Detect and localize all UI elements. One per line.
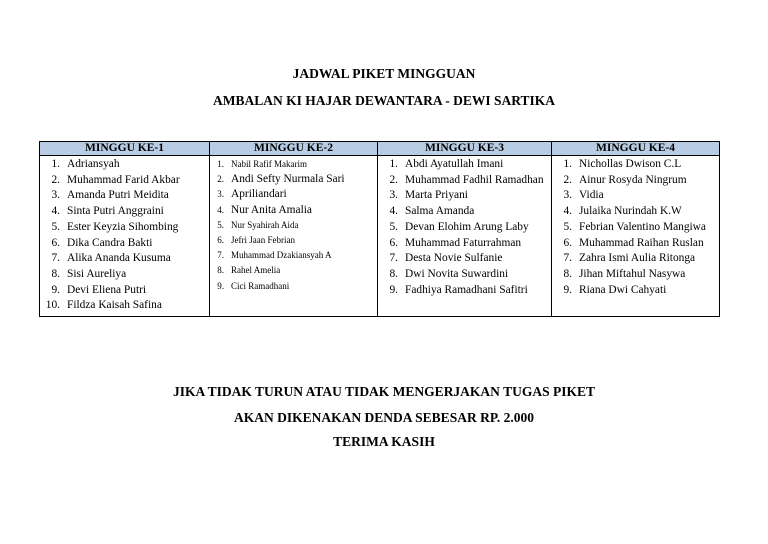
item-number: 4. bbox=[51, 205, 60, 218]
member-name: Cici Ramadhani bbox=[231, 280, 290, 291]
week-2-list bbox=[210, 157, 377, 294]
member-name: Apriliandari bbox=[231, 188, 287, 201]
member-name: Nichollas Dwison C.L bbox=[579, 158, 682, 170]
list-item bbox=[378, 157, 551, 173]
item-number: 8. bbox=[217, 265, 224, 276]
member-name: Devi Eliena Putri bbox=[67, 283, 147, 296]
member-name: Julaika Nurindah K.W bbox=[579, 205, 682, 218]
list-item bbox=[210, 172, 377, 187]
item-number: 9. bbox=[389, 283, 398, 296]
member-name: Nur Anita Amalia bbox=[231, 203, 312, 216]
member-name: Rahel Amelia bbox=[231, 265, 281, 276]
member-name: Muhammad Dzakiansyah A bbox=[231, 250, 332, 261]
member-name: Abdi Ayatullah Imani bbox=[405, 158, 504, 170]
item-number: 9. bbox=[217, 280, 224, 291]
schedule-header-row bbox=[40, 142, 720, 156]
member-name: Dika Candra Bakti bbox=[67, 236, 153, 249]
list-item bbox=[552, 173, 719, 189]
item-number: 5. bbox=[563, 220, 572, 233]
notice-line-1: JIKA TIDAK TURUN ATAU TIDAK MENGERJAKAN TUGAS PIKET bbox=[173, 384, 595, 399]
item-number: 4. bbox=[563, 205, 572, 218]
schedule-body-row bbox=[40, 156, 720, 317]
member-name: Muhammad Fadhil Ramadhan bbox=[405, 173, 544, 186]
list-item bbox=[552, 236, 719, 252]
item-number: 6. bbox=[51, 236, 60, 249]
list-item bbox=[378, 204, 551, 220]
list-item bbox=[552, 251, 719, 267]
list-item bbox=[210, 203, 377, 218]
member-name: Ester Keyzia Sihombing bbox=[67, 220, 179, 233]
item-number: 5. bbox=[389, 220, 398, 233]
list-item bbox=[378, 173, 551, 189]
list-item bbox=[378, 251, 551, 267]
item-number: 7. bbox=[51, 252, 60, 265]
member-name: Nabil Rafif Makarim bbox=[231, 159, 307, 169]
item-number: 3. bbox=[389, 189, 398, 202]
list-item bbox=[210, 218, 377, 233]
item-number: 5. bbox=[51, 220, 60, 233]
member-name: Vidia bbox=[579, 189, 604, 202]
item-number: 7. bbox=[563, 252, 572, 265]
member-name: Fildza Kaisah Safina bbox=[67, 299, 162, 312]
list-item bbox=[40, 298, 209, 314]
list-item bbox=[552, 220, 719, 236]
item-number: 4. bbox=[389, 205, 398, 218]
member-name: Riana Dwi Cahyati bbox=[579, 283, 667, 296]
list-item bbox=[378, 236, 551, 252]
member-name: Adriansyah bbox=[67, 158, 120, 170]
list-item bbox=[40, 283, 209, 299]
list-item bbox=[40, 204, 209, 220]
member-name: Ainur Rosyda Ningrum bbox=[579, 173, 687, 186]
item-number: 2. bbox=[389, 173, 398, 186]
member-name: Dwi Novita Suwardini bbox=[405, 267, 509, 280]
list-item bbox=[40, 251, 209, 267]
week-1-cell bbox=[40, 156, 210, 317]
list-item bbox=[552, 204, 719, 220]
list-item bbox=[210, 233, 377, 248]
list-item bbox=[210, 248, 377, 263]
list-item bbox=[40, 173, 209, 189]
member-name: Sinta Putri Anggraini bbox=[67, 205, 164, 218]
item-number: 3. bbox=[217, 189, 224, 200]
member-name: Devan Elohim Arung Laby bbox=[405, 220, 529, 233]
column-header-week-2: MINGGU KE-2 bbox=[210, 142, 378, 156]
list-item bbox=[378, 267, 551, 283]
member-name: Nur Syahirah Aida bbox=[231, 219, 299, 230]
list-item bbox=[378, 283, 551, 299]
week-3-list bbox=[378, 157, 551, 298]
item-number: 8. bbox=[51, 267, 60, 280]
item-number: 1. bbox=[51, 158, 60, 170]
week-4-list bbox=[552, 157, 719, 298]
item-number: 2. bbox=[217, 174, 224, 185]
member-name: Amanda Putri Meidita bbox=[67, 189, 169, 202]
list-item bbox=[210, 263, 377, 278]
member-name: Febrian Valentino Mangiwa bbox=[579, 220, 706, 233]
member-name: Fadhiya Ramadhani Safitri bbox=[405, 283, 528, 296]
member-name: Muhammad Raihan Ruslan bbox=[579, 236, 704, 249]
list-item bbox=[552, 283, 719, 299]
list-item bbox=[552, 188, 719, 204]
item-number: 1. bbox=[389, 158, 398, 170]
week-1-list bbox=[40, 157, 209, 314]
week-3-cell bbox=[378, 156, 552, 317]
item-number: 3. bbox=[51, 189, 60, 202]
item-number: 4. bbox=[217, 204, 224, 215]
column-header-week-1: MINGGU KE-1 bbox=[40, 142, 210, 156]
list-item bbox=[40, 236, 209, 252]
item-number: 1. bbox=[563, 158, 572, 170]
member-name: Desta Novie Sulfanie bbox=[405, 252, 503, 265]
list-item bbox=[552, 157, 719, 173]
list-item bbox=[552, 267, 719, 283]
item-number: 9. bbox=[51, 283, 60, 296]
column-header-week-3: MINGGU KE-3 bbox=[378, 142, 552, 156]
member-name: Sisi Aureliya bbox=[67, 267, 127, 280]
member-name: Marta Priyani bbox=[405, 189, 468, 202]
document-subtitle: AMBALAN KI HAJAR DEWANTARA - DEWI SARTIKA bbox=[212, 93, 556, 108]
item-number: 2. bbox=[51, 173, 60, 186]
member-name: Salma Amanda bbox=[405, 205, 475, 218]
list-item bbox=[378, 220, 551, 236]
week-4-cell bbox=[552, 156, 720, 317]
list-item bbox=[210, 157, 377, 172]
item-number: 3. bbox=[563, 189, 572, 202]
list-item bbox=[210, 187, 377, 202]
item-number: 2. bbox=[563, 173, 572, 186]
member-name: Jefri Jaan Febrian bbox=[231, 235, 295, 246]
week-2-cell bbox=[210, 156, 378, 317]
list-item bbox=[40, 188, 209, 204]
list-item bbox=[210, 279, 377, 294]
item-number: 8. bbox=[563, 267, 572, 280]
member-name: Andi Sefty Nurmala Sari bbox=[231, 173, 345, 186]
member-name: Zahra Ismi Aulia Ritonga bbox=[579, 252, 696, 265]
column-header-week-4: MINGGU KE-4 bbox=[552, 142, 720, 156]
item-number: 6. bbox=[563, 236, 572, 249]
list-item bbox=[40, 267, 209, 283]
member-name: Muhammad Faturrahman bbox=[405, 236, 522, 249]
list-item bbox=[378, 188, 551, 204]
list-item bbox=[40, 157, 209, 173]
notice-line-2: AKAN DIKENAKAN DENDA SEBESAR RP. 2.000 bbox=[234, 410, 534, 425]
item-number: 6. bbox=[389, 236, 398, 249]
member-name: Jihan Miftahul Nasywa bbox=[579, 267, 686, 280]
item-number: 7. bbox=[217, 250, 224, 261]
item-number: 10. bbox=[45, 299, 60, 312]
item-number: 1. bbox=[217, 159, 224, 169]
item-number: 7. bbox=[389, 252, 398, 265]
document-title: JADWAL PIKET MINGGUAN bbox=[292, 66, 476, 81]
notice-thanks: TERIMA KASIH bbox=[333, 434, 435, 449]
item-number: 5. bbox=[217, 219, 224, 230]
schedule-table bbox=[39, 141, 720, 317]
item-number: 6. bbox=[217, 235, 224, 246]
item-number: 8. bbox=[389, 267, 398, 280]
member-name: Alika Ananda Kusuma bbox=[67, 252, 171, 265]
list-item bbox=[40, 220, 209, 236]
member-name: Muhammad Farid Akbar bbox=[67, 173, 180, 186]
item-number: 9. bbox=[563, 283, 572, 296]
